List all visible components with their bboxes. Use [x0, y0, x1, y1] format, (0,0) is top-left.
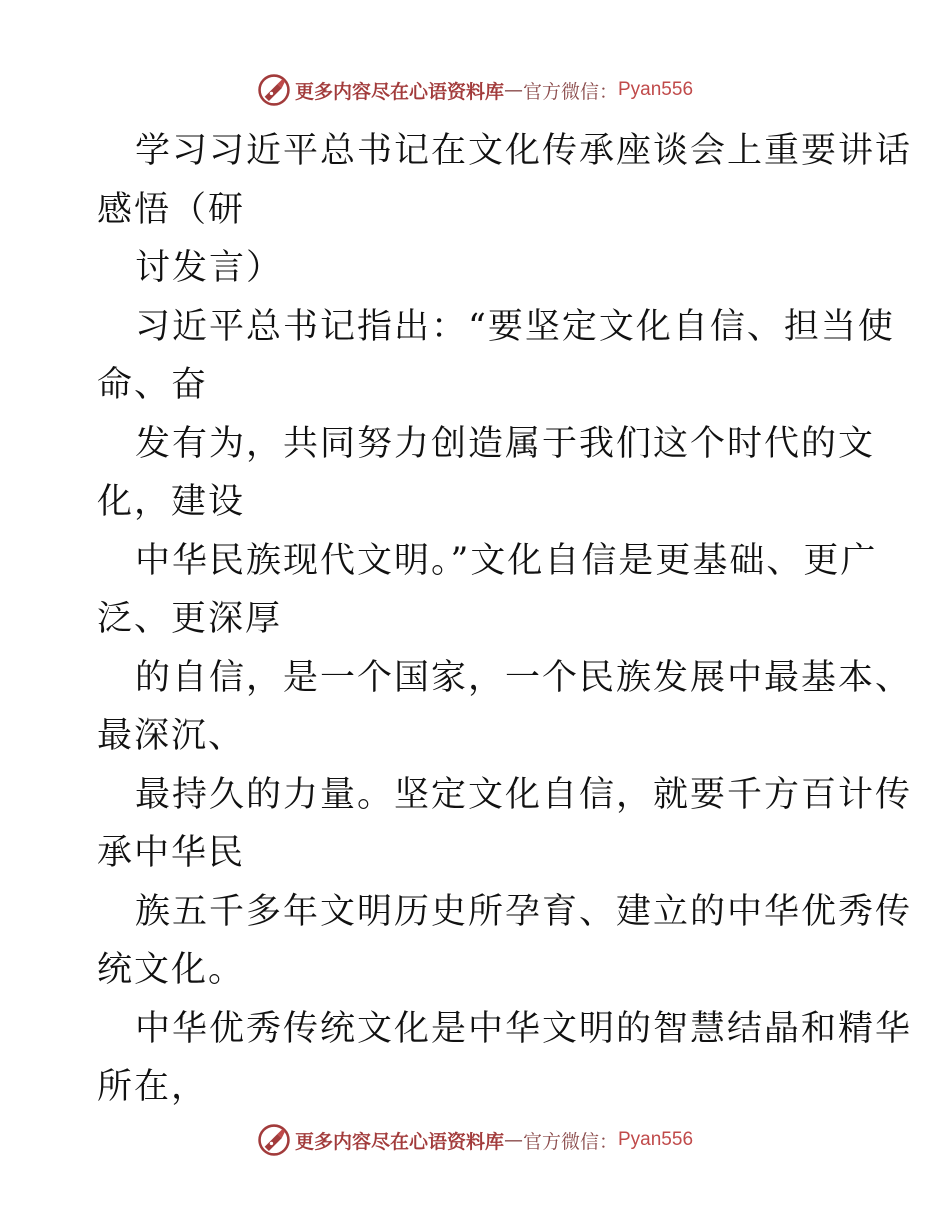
- paragraph-line: 最持久的力量。坚定文化自信，就要千方百计传: [135, 774, 913, 815]
- paragraph-line: 的自信，是一个国家，一个民族发展中最基本、: [135, 657, 913, 698]
- pen-nib-seal-icon: [257, 1123, 291, 1157]
- paragraph-line: 最深沉、: [97, 716, 246, 756]
- paragraph-line: 统文化。: [97, 950, 246, 990]
- paragraph-line: 感悟（研: [97, 189, 246, 230]
- paragraph-line: 泛、更深厚: [97, 599, 283, 639]
- document-body: [97, 122, 913, 1117]
- paragraph-line: 习近平总书记指出：“要坚定文化自信、担当使: [135, 306, 895, 347]
- paragraph-line: 族五千多年文明历史所孕育、建立的中华优秀传: [135, 891, 913, 932]
- footer-watermark-banner: [0, 1120, 950, 1160]
- banner-wechat-label: 官方微信：: [522, 80, 618, 103]
- banner-wechat-id: Pyan556: [618, 1129, 694, 1150]
- header-watermark-banner: [0, 70, 950, 110]
- banner-site-name: 更多内容尽在心语资料库: [294, 1130, 504, 1153]
- paragraph-line: 学习习近平总书记在文化传承座谈会上重要讲话: [135, 131, 913, 171]
- paragraph-line: 命、奋: [97, 365, 209, 405]
- banner-wechat-id: Pyan556: [618, 79, 694, 100]
- paragraph-line: 所在，: [97, 1067, 209, 1107]
- pen-nib-seal-icon: [257, 73, 291, 107]
- paragraph-line: 承中华民: [97, 833, 246, 873]
- paragraph-line: 中华优秀传统文化是中华文明的智慧结晶和精华: [135, 1008, 913, 1049]
- paragraph-line: 中华民族现代文明。”文化自信是更基础、更广: [135, 540, 878, 581]
- paragraph-line: 化，建设: [97, 482, 246, 522]
- paragraph-line: 发有为，共同努力创造属于我们这个时代的文: [135, 423, 876, 464]
- banner-site-name: 更多内容尽在心语资料库: [294, 80, 504, 103]
- paragraph-line: 讨发言）: [135, 248, 284, 288]
- banner-wechat-label: 官方微信：: [522, 1130, 618, 1153]
- banner-separator: —: [503, 79, 523, 101]
- banner-separator: —: [503, 1129, 523, 1151]
